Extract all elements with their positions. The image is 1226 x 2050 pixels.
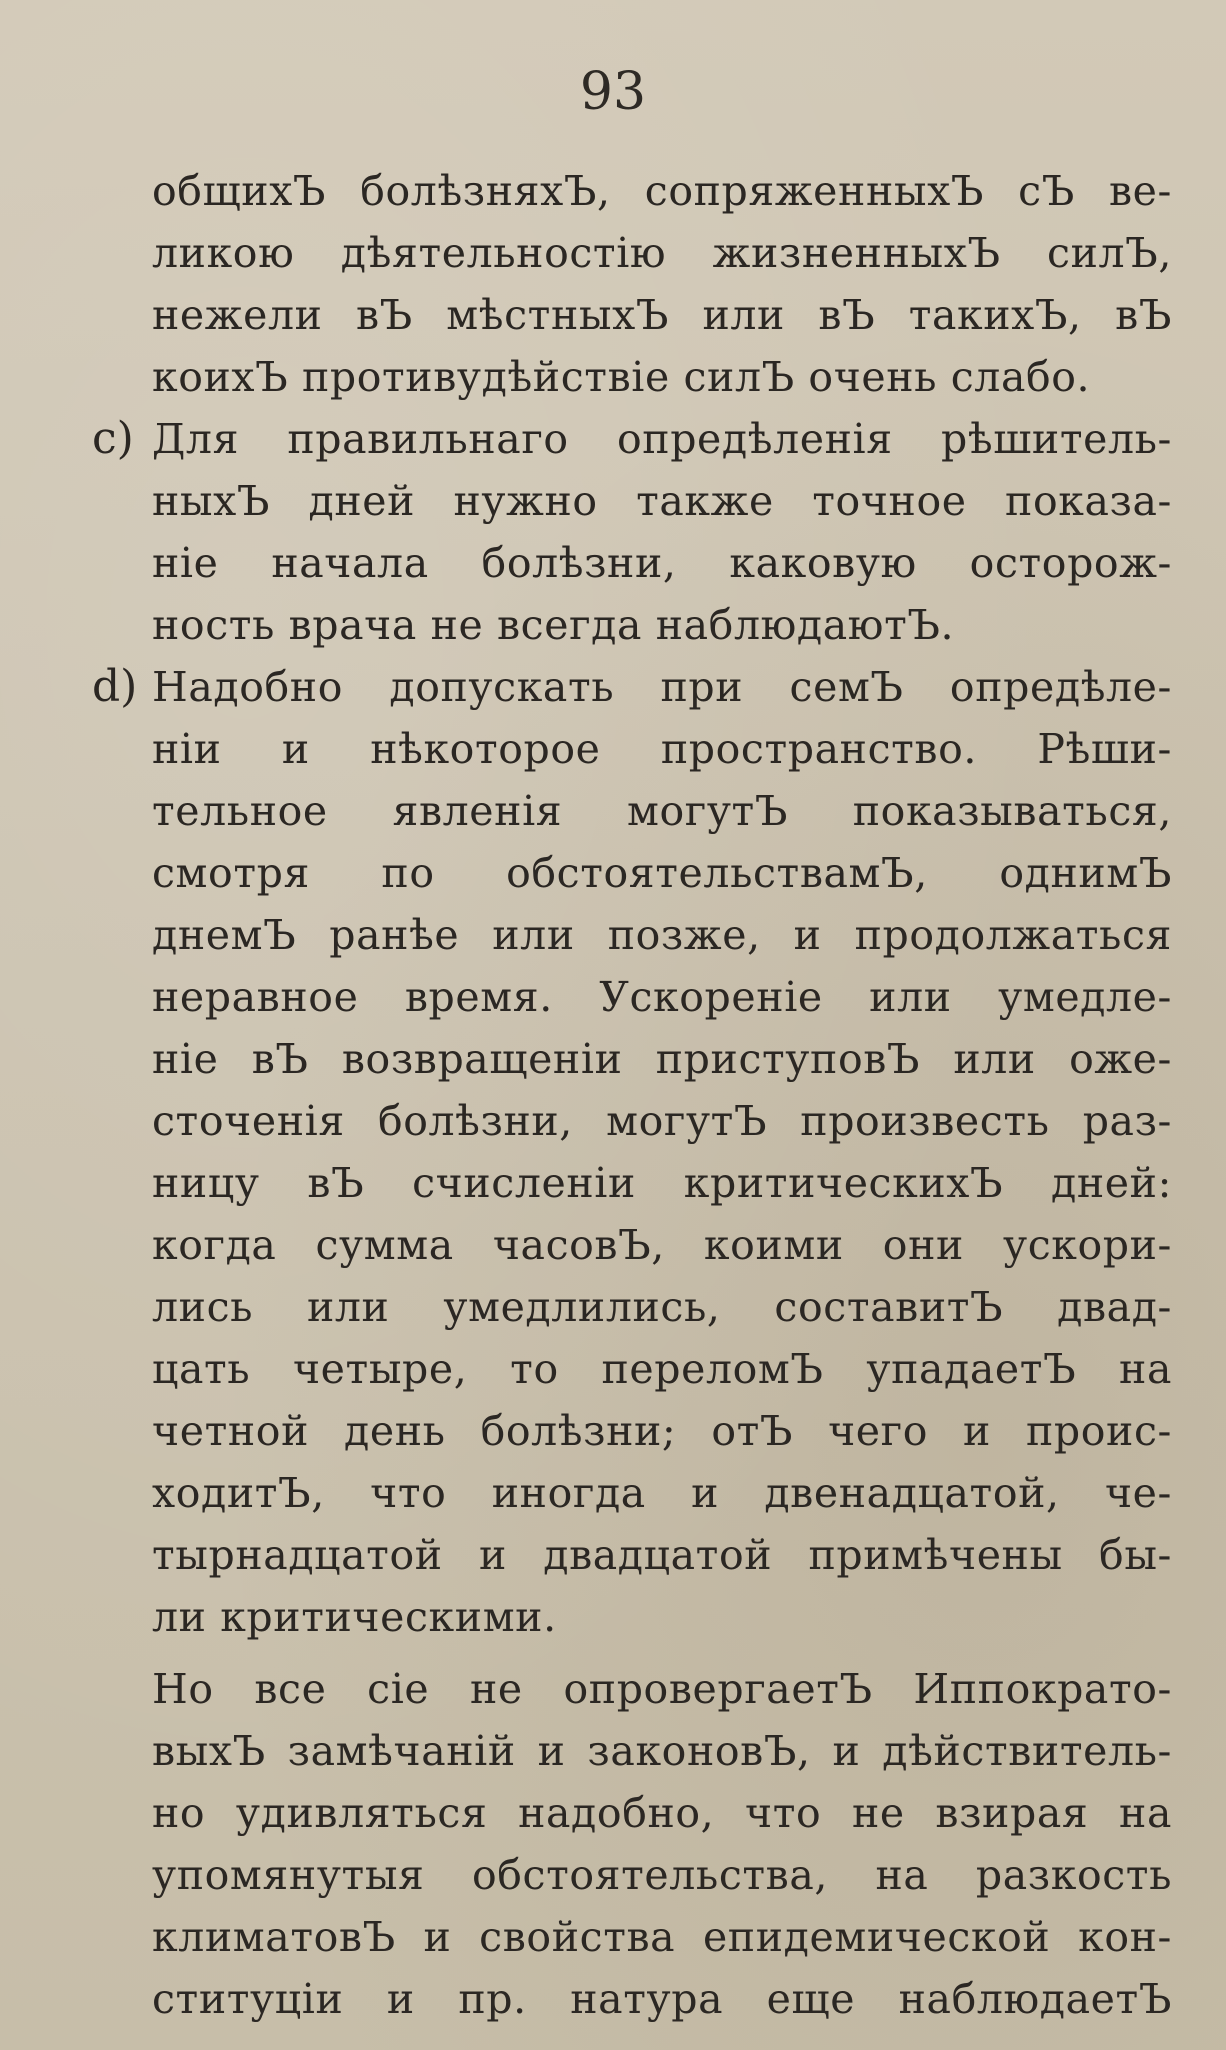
text-line: ходитЪ, что иногда и двенадцатой, че-	[152, 1469, 1172, 1517]
text-line: климатовЪ и свойства епидемической кон-	[152, 1913, 1172, 1961]
text-line: ность врача не всегда наблюдаютЪ.	[152, 601, 955, 649]
text-line: коихЪ противудѣйствiе силЪ очень слабо.	[152, 353, 1091, 401]
text-line: тырнадцатой и двадцатой примѣчены бы-	[152, 1531, 1172, 1579]
text-line: ли критическими.	[152, 1593, 557, 1641]
text-line: когда сумма часовЪ, коими они ускори-	[152, 1221, 1172, 1269]
text-line: тельное явленiя могутЪ показываться,	[152, 787, 1172, 835]
text-line: цать четыре, то переломЪ упадаетЪ на	[152, 1345, 1172, 1393]
text-line: нiе вЪ возвращенiи приступовЪ или оже-	[152, 1035, 1172, 1083]
text-line: четной день болѣзни; отЪ чего и проис-	[152, 1407, 1172, 1455]
text-line: ституцiи и пр. натура еще наблюдаетЪ	[152, 1975, 1172, 2023]
text-line: но удивляться надобно, что не взирая на	[152, 1789, 1172, 1837]
text-line: ныхЪ дней нужно также точное показа-	[152, 477, 1172, 525]
page-body	[92, 160, 1172, 2030]
text-line: выхЪ замѣчанiй и законовЪ, и дѣйствитель-	[152, 1727, 1172, 1775]
item-marker-d: d)	[92, 661, 138, 712]
text-line: Для правильнаго опредѣленiя рѣшитель-	[152, 415, 1172, 463]
text-line: Надобно допускать при семЪ опредѣле-	[152, 663, 1172, 711]
list-item-c	[92, 408, 1172, 470]
text-line: Но все сiе не опровергаетЪ Иппократо-	[152, 1665, 1172, 1713]
paragraph-gap	[152, 1648, 1172, 1658]
text-line: нiи и нѣкоторое пространство. Рѣши-	[152, 725, 1172, 773]
text-line: лись или умедлились, составитЪ двад-	[152, 1283, 1172, 1331]
list-item-d	[92, 656, 1172, 718]
text-line: нiе начала болѣзни, каковую осторож-	[152, 539, 1172, 587]
item-marker-c: c)	[92, 413, 134, 464]
page-number: 93	[579, 62, 647, 122]
text-line: смотря по обстоятельствамЪ, однимЪ	[152, 849, 1172, 897]
text-line: днемЪ ранѣе или позже, и продолжаться	[152, 911, 1172, 959]
text-line: упомянутыя обстоятельства, на разкость	[152, 1851, 1172, 1899]
text-line: нежели вЪ мѣстныхЪ или вЪ такихЪ, вЪ	[152, 291, 1172, 339]
text-line: сточенiя болѣзни, могутЪ произвесть раз-	[152, 1097, 1172, 1145]
text-line: неравное время. Ускоренiе или умедле-	[152, 973, 1172, 1021]
text-line: ницу вЪ счисленiи критическихЪ дней:	[152, 1159, 1172, 1207]
text-line: общихЪ болѣзняхЪ, сопряженныхЪ сЪ ве-	[152, 167, 1172, 215]
text-line: ликою дѣятельностiю жизненныхЪ силЪ,	[152, 229, 1172, 277]
